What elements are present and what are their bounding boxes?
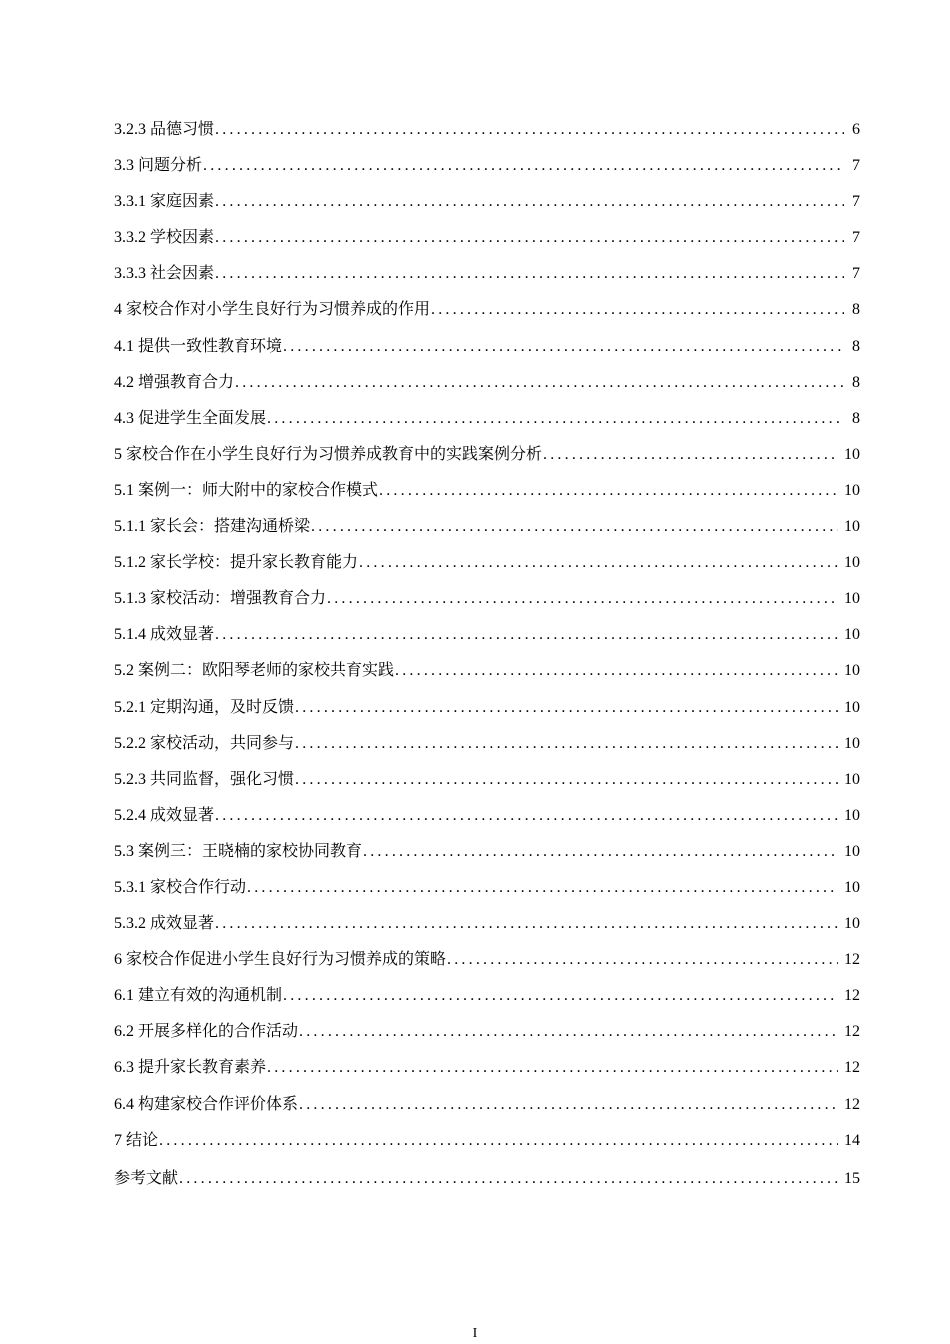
toc-entry-page: 10 — [844, 626, 860, 644]
toc-entry[interactable] — [114, 371, 860, 407]
toc-dot-leader — [283, 335, 844, 359]
toc-dot-leader — [363, 840, 838, 864]
toc-entry[interactable] — [114, 1020, 860, 1056]
toc-dot-leader — [299, 1020, 838, 1044]
toc-dot-leader — [179, 1167, 838, 1191]
toc-dot-leader — [215, 226, 844, 250]
toc-entry-title: 5.1.4 成效显著 — [114, 626, 215, 644]
toc-dot-leader — [295, 732, 838, 756]
toc-dot-leader — [299, 1093, 838, 1117]
toc-entry-title: 5.1.2 家长学校：提升家长教育能力 — [114, 554, 359, 572]
toc-entry-page: 12 — [844, 1059, 860, 1077]
toc-entry-page: 6 — [852, 121, 860, 138]
toc-entry-page: 10 — [844, 915, 860, 933]
toc-dot-leader — [543, 443, 838, 467]
table-of-contents — [114, 118, 860, 1203]
toc-dot-leader — [247, 876, 838, 900]
toc-entry-page: 7 — [852, 193, 860, 211]
toc-entry[interactable] — [114, 154, 860, 190]
toc-entry[interactable] — [114, 1056, 860, 1092]
toc-dot-leader — [159, 1129, 838, 1153]
toc-dot-leader — [395, 659, 838, 683]
toc-entry-page: 10 — [844, 806, 860, 824]
toc-entry[interactable] — [114, 479, 860, 515]
toc-entry-title: 5.2 案例二：欧阳琴老师的家校共育实践 — [114, 662, 395, 680]
toc-entry-title: 6 家校合作促进小学生良好行为习惯养成的策略 — [114, 951, 447, 969]
toc-entry-page: 15 — [844, 1169, 860, 1187]
toc-entry-title: 3.3.2 学校因素 — [114, 229, 215, 247]
toc-entry-title: 6.1 建立有效的沟通机制 — [114, 987, 283, 1005]
toc-entry-page: 7 — [852, 229, 860, 247]
toc-entry[interactable] — [114, 1167, 860, 1203]
toc-entry-page: 7 — [852, 157, 860, 175]
toc-entry-title: 6.2 开展多样化的合作活动 — [114, 1023, 299, 1041]
toc-entry-page: 10 — [844, 842, 860, 860]
toc-dot-leader — [327, 587, 838, 611]
toc-entry[interactable] — [114, 1093, 860, 1129]
toc-entry-title: 5.2.4 成效显著 — [114, 806, 215, 824]
toc-dot-leader — [235, 371, 844, 395]
toc-entry-title: 5.1 案例一：师大附中的家校合作模式 — [114, 481, 379, 499]
toc-entry-page: 10 — [844, 770, 860, 788]
toc-entry-page: 10 — [844, 662, 860, 680]
toc-entry-page: 10 — [844, 698, 860, 716]
toc-dot-leader — [215, 623, 838, 647]
toc-dot-leader — [267, 1056, 838, 1080]
toc-entry[interactable] — [114, 515, 860, 551]
toc-entry-page: 8 — [852, 409, 860, 427]
toc-entry-title: 5.3.1 家校合作行动 — [114, 878, 247, 896]
toc-entry-page: 12 — [844, 987, 860, 1005]
toc-entry[interactable] — [114, 984, 860, 1020]
toc-entry[interactable] — [114, 118, 860, 154]
toc-entry-page: 8 — [852, 373, 860, 391]
toc-entry-page: 10 — [844, 734, 860, 752]
toc-dot-leader — [295, 696, 838, 720]
toc-entry-title: 参考文献 — [114, 1169, 179, 1187]
toc-entry-title: 4.2 增强教育合力 — [114, 373, 235, 391]
toc-entry-page: 12 — [844, 1023, 860, 1041]
page-number: I — [472, 1326, 478, 1341]
toc-entry[interactable] — [114, 732, 860, 768]
toc-entry-title: 5.3.2 成效显著 — [114, 915, 215, 933]
toc-dot-leader — [215, 118, 844, 142]
toc-entry[interactable] — [114, 804, 860, 840]
toc-dot-leader — [215, 190, 844, 214]
toc-entry-page: 10 — [844, 554, 860, 572]
toc-entry-page: 10 — [844, 445, 860, 463]
toc-entry[interactable] — [114, 696, 860, 732]
toc-entry-page: 12 — [844, 951, 860, 969]
toc-entry-title: 3.3.3 社会因素 — [114, 265, 215, 283]
toc-entry[interactable] — [114, 876, 860, 912]
toc-entry[interactable] — [114, 190, 860, 226]
toc-entry[interactable] — [114, 298, 860, 334]
toc-entry-title: 3.3.1 家庭因素 — [114, 193, 215, 211]
toc-dot-leader — [215, 804, 838, 828]
toc-entry-title: 5.2.3 共同监督，强化习惯 — [114, 770, 295, 788]
toc-entry[interactable] — [114, 768, 860, 804]
toc-entry[interactable] — [114, 840, 860, 876]
toc-entry-title: 4 家校合作对小学生良好行为习惯养成的作用 — [114, 301, 431, 319]
toc-entry[interactable] — [114, 226, 860, 262]
toc-entry-page: 8 — [852, 301, 860, 319]
toc-entry-page: 12 — [844, 1095, 860, 1113]
toc-entry-page: 10 — [844, 878, 860, 896]
toc-entry[interactable] — [114, 335, 860, 371]
toc-entry[interactable] — [114, 1129, 860, 1165]
toc-entry[interactable] — [114, 948, 860, 984]
toc-entry-title: 5 家校合作在小学生良好行为习惯养成教育中的实践案例分析 — [114, 445, 543, 463]
toc-entry-title: 5.3 案例三：王晓楠的家校协同教育 — [114, 842, 363, 860]
toc-dot-leader — [283, 984, 838, 1008]
toc-entry-page: 10 — [844, 590, 860, 608]
toc-entry[interactable] — [114, 912, 860, 948]
toc-dot-leader — [311, 515, 838, 539]
toc-entry-title: 4.3 促进学生全面发展 — [114, 409, 267, 427]
toc-dot-leader — [215, 912, 838, 936]
toc-entry-title: 5.2.2 家校活动，共同参与 — [114, 734, 295, 752]
toc-entry-title: 5.2.1 定期沟通，及时反馈 — [114, 698, 295, 716]
toc-dot-leader — [295, 768, 838, 792]
toc-entry-page: 10 — [844, 518, 860, 536]
toc-entry-title: 5.1.1 家长会：搭建沟通桥梁 — [114, 518, 311, 536]
toc-entry-title: 7 结论 — [114, 1131, 159, 1149]
toc-entry-page: 7 — [852, 265, 860, 283]
toc-entry[interactable] — [114, 443, 860, 479]
toc-entry-title: 6.4 构建家校合作评价体系 — [114, 1095, 299, 1113]
toc-entry-page: 14 — [844, 1131, 860, 1149]
toc-dot-leader — [203, 154, 844, 178]
toc-entry[interactable] — [114, 407, 860, 443]
toc-entry[interactable] — [114, 551, 860, 587]
toc-entry-title: 3.2.3 品德习惯 — [114, 121, 215, 138]
toc-dot-leader — [267, 407, 844, 431]
toc-entry-page: 8 — [852, 337, 860, 355]
toc-dot-leader — [447, 948, 838, 972]
toc-entry-title: 4.1 提供一致性教育环境 — [114, 337, 283, 355]
toc-dot-leader — [215, 262, 844, 286]
toc-entry-title: 5.1.3 家校活动：增强教育合力 — [114, 590, 327, 608]
toc-entry[interactable] — [114, 623, 860, 659]
toc-dot-leader — [359, 551, 838, 575]
toc-entry-page: 10 — [844, 481, 860, 499]
toc-entry-title: 3.3 问题分析 — [114, 157, 203, 175]
toc-entry[interactable] — [114, 659, 860, 695]
toc-dot-leader — [431, 298, 844, 322]
toc-entry[interactable] — [114, 587, 860, 623]
toc-entry-title: 6.3 提升家长教育素养 — [114, 1059, 267, 1077]
toc-dot-leader — [379, 479, 838, 503]
toc-entry[interactable] — [114, 262, 860, 298]
